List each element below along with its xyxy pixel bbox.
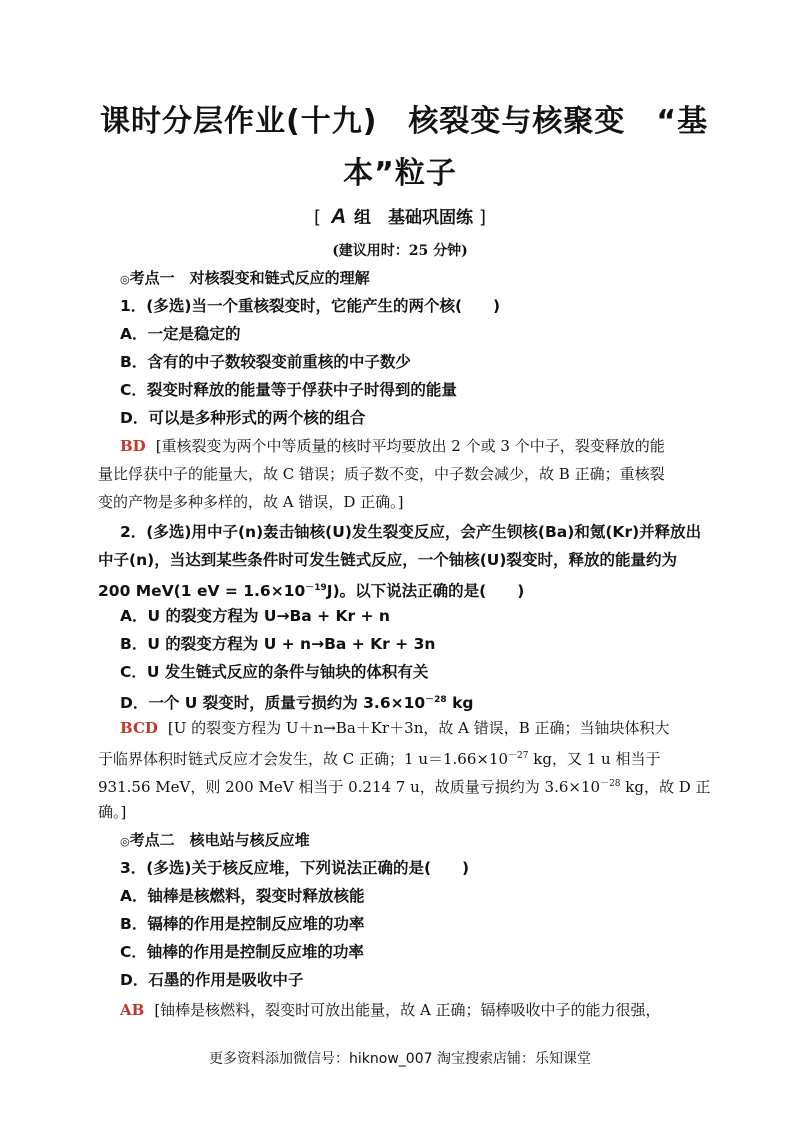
question-2-option-c: C．U 发生链式反应的条件与铀块的体积有关 [120,663,429,681]
stem-exponent: －19 [305,583,327,593]
question-3-stem: 3．(多选)关于核反应堆，下列说法正确的是( ) [120,859,470,877]
section-heading-2 [120,830,310,852]
question-1-stem: 1．(多选)当一个重核裂变时，它能产生的两个核( ) [120,297,501,315]
answer-key: BCD [120,719,158,737]
question-1-option-c: C．裂变时释放的能量等于俘获中子时得到的能量 [120,381,457,399]
question-3-answer [120,1000,661,1020]
group-heading [0,203,800,229]
question-2-stem-1: 2．(多选)用中子(n)轰击铀核(U)发生裂变反应，会产生钡核(Ba)和氪(Kr)并释放出 [120,523,702,541]
question-2-stem-3 [98,578,524,601]
section-mark-icon: ◎ [120,835,130,848]
question-2-option-a: A．U 的裂变方程为 U→Ba + Kr + n [120,607,390,625]
question-1-option-d: D．可以是多种形式的两个核的组合 [120,409,366,427]
explanation-exponent: －27 [508,751,529,761]
question-3-option-c: C．铀棒的作用是控制反应堆的功率 [120,943,364,961]
answer-key: AB [120,1001,145,1019]
page-title-line-1: 课时分层作业(十九) 核裂变与核聚变 “基 [100,104,709,139]
question-2-explanation-3 [98,774,711,797]
question-1-answer [120,436,665,456]
question-3-option-a: A．铀棒是核燃料，裂变时释放核能 [120,887,365,905]
explanation-text: 于临界体积时链式反应才会发生，故 C 正确；1 u＝1.66×10 [98,750,509,768]
group-bracket-left: [ [314,207,322,228]
question-3-option-d: D．石墨的作用是吸收中子 [120,971,304,989]
section-title: 考点一 对核裂变和链式反应的理解 [129,269,370,287]
stem-text: 200 MeV(1 eV = 1.6×10 [98,582,306,601]
section-heading-1 [120,268,370,290]
group-badge: A [330,205,347,228]
section-title: 考点二 核电站与核反应堆 [129,831,310,849]
answer-explanation: [U 的裂变方程为 U＋n→Ba＋Kr＋3n，故 A 错误，B 正确；当铀块体积大 [167,719,670,737]
question-2-option-b: B．U 的裂变方程为 U + n→Ba + Kr + 3n [120,635,436,653]
question-2-explanation-4: 确。] [98,803,127,821]
explanation-text-end: kg，又 1 u 相当于 [528,750,661,768]
question-1-option-b: B．含有的中子数较裂变前重核的中子数少 [120,353,411,371]
page-title-line-2: 本”粒子 [343,156,457,191]
question-3-option-b: B．镉棒的作用是控制反应堆的功率 [120,915,365,933]
option-exponent: －28 [425,695,447,705]
question-1-explanation-3: 变的产物是多种多样的，故 A 错误，D 正确。] [98,493,404,511]
question-2-explanation-2 [98,746,660,769]
answer-explanation: [铀棒是核燃料，裂变时可放出能量，故 A 正确；镉棒吸收中子的能力很强， [154,1001,661,1019]
page-footer: 更多资料添加微信号：hiknow_007 淘宝搜索店铺：乐知课堂 [209,1051,591,1067]
stem-text-end: J)。以下说法正确的是( ) [326,582,525,601]
question-2-stem-2: 中子(n)，当达到某些条件时可发生链式反应，一个铀核(U)裂变时，释放的能量约为 [98,551,677,569]
question-2-option-d [120,690,474,713]
answer-key: BD [120,437,146,455]
explanation-text-end: kg，故 D 正 [620,778,711,796]
option-text: D．一个 U 裂变时，质量亏损约为 3.6×10 [120,694,426,713]
question-1-option-a: A．一定是稳定的 [120,325,241,343]
answer-explanation: [重核裂变为两个中等质量的核时平均要放出 2 个或 3 个中子，裂变释放的能 [155,437,665,455]
explanation-exponent: －28 [600,779,621,789]
option-text-end: kg [446,694,474,713]
question-2-answer [120,718,670,738]
group-bracket-right: ] [478,207,486,228]
time-note: (建议用时：25 分钟) [332,243,468,259]
group-label: 组 基础巩固练 [354,208,474,228]
explanation-text: 931.56 MeV，则 200 MeV 相当于 0.214 7 u，故质量亏损约为 3.6×10 [98,778,601,796]
section-mark-icon: ◎ [120,273,130,286]
question-1-explanation-2: 量比俘获中子的能量大，故 C 错误；质子数不变，中子数会减少，故 B 正确；重核裂 [98,465,665,483]
